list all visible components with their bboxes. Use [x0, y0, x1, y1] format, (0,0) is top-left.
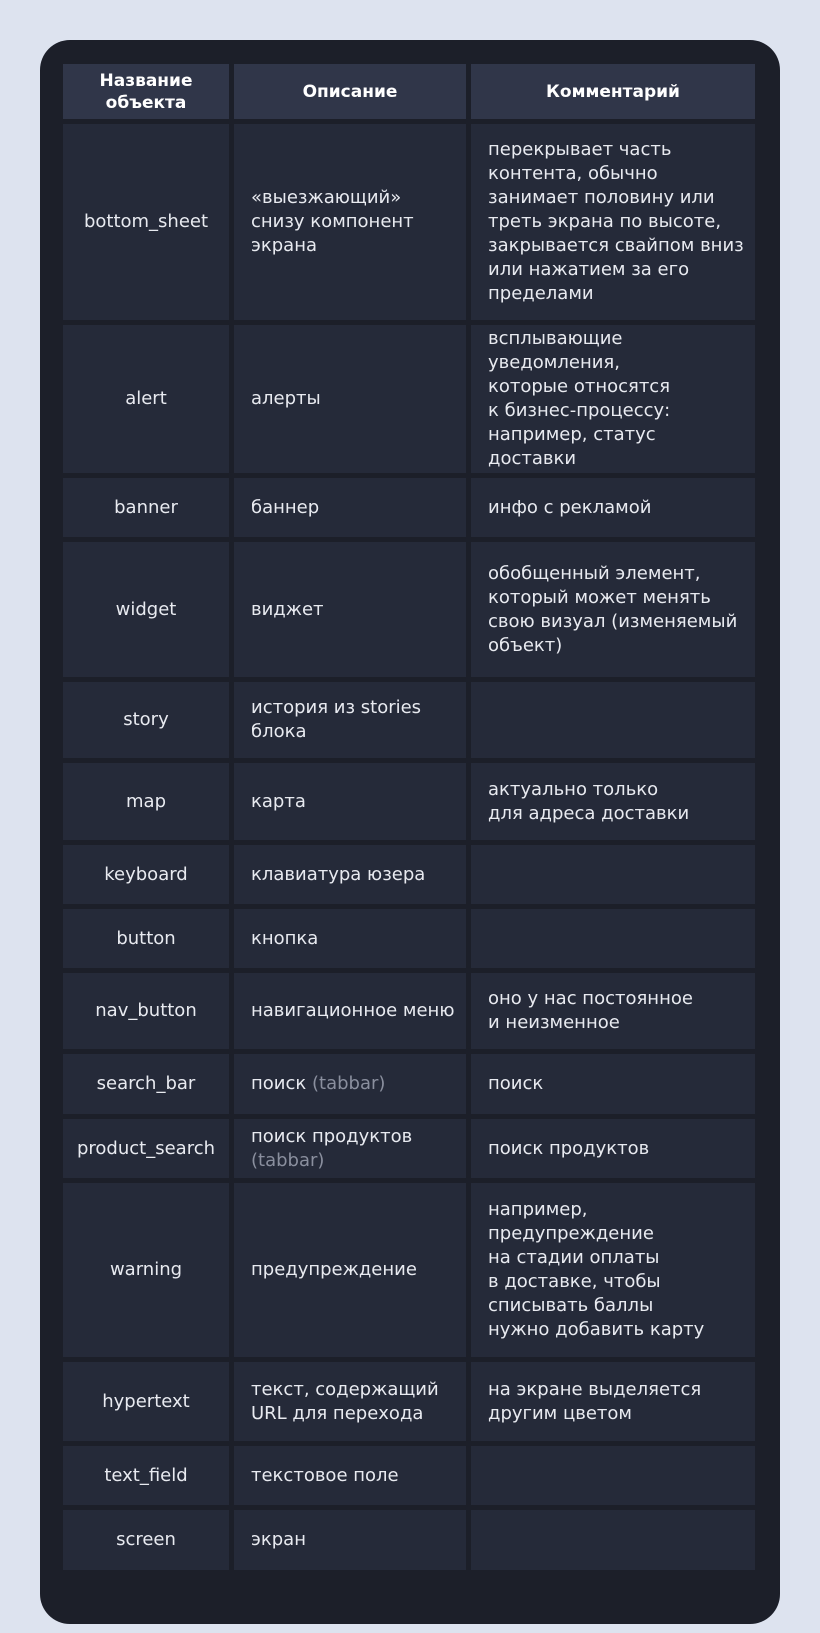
table-cell-name: nav_button	[63, 973, 229, 1049]
table-cell-comment	[471, 845, 755, 904]
description-text: текст, содержащий URL для перехода	[251, 1378, 439, 1424]
description-note: (tabbar)	[251, 1149, 325, 1171]
table-cell-description	[234, 1054, 466, 1114]
table-cell-name: warning	[63, 1183, 229, 1357]
table-cell-comment: инфо с рекламой	[471, 478, 755, 537]
table-cell-description	[234, 542, 466, 677]
table-cell-name: button	[63, 909, 229, 968]
description-text: «выезжающий» снизу компонент экрана	[251, 187, 414, 256]
table-cell-comment: обобщенный элемент, который может менять свою визуал (изменяемый объект)	[471, 542, 755, 677]
table-cell-comment: на экране выделяется другим цветом	[471, 1362, 755, 1441]
table-cell-name: screen	[63, 1510, 229, 1570]
table-cell-comment: поиск продуктов	[471, 1119, 755, 1178]
description-text: текстовое поле	[251, 1464, 399, 1486]
description-text: навигационное меню	[251, 1000, 455, 1021]
description-text: баннер	[251, 496, 320, 518]
table-cell-description	[234, 1119, 466, 1178]
table-cell-name: search_bar	[63, 1054, 229, 1114]
header-comment: Комментарий	[471, 64, 755, 119]
table-cell-name: alert	[63, 325, 229, 473]
table-cell-name: keyboard	[63, 845, 229, 904]
header-object-name: Название объекта	[63, 64, 229, 119]
description-text: история из stories блока	[251, 697, 422, 742]
table-cell-description	[234, 1362, 466, 1441]
table-cell-description	[234, 1510, 466, 1570]
description-note: (tabbar)	[311, 1073, 386, 1094]
description-text: поиск	[251, 1073, 312, 1094]
header-description: Описание	[234, 64, 466, 119]
description-text: алерты	[251, 388, 321, 409]
description-text: предупреждение	[251, 1259, 417, 1280]
description-text: поиск продуктов	[251, 1125, 413, 1147]
table-cell-comment: всплывающие уведомления, которые относятся к бизнес-процессу: например, статус доставки	[471, 325, 755, 473]
description-text: виджет	[251, 598, 324, 620]
table-cell-description	[234, 1446, 466, 1505]
table-cell-comment	[471, 1510, 755, 1570]
table-cell-comment	[471, 1446, 755, 1505]
table-cell-comment	[471, 909, 755, 968]
table-cell-description	[234, 845, 466, 904]
table-cell-comment: поиск	[471, 1054, 755, 1114]
table-cell-name: banner	[63, 478, 229, 537]
objects-table	[63, 64, 755, 1570]
table-cell-name: map	[63, 763, 229, 840]
table-cell-name: text_field	[63, 1446, 229, 1505]
table-cell-name: hypertext	[63, 1362, 229, 1441]
table-cell-name: bottom_sheet	[63, 124, 229, 320]
description-text: экран	[251, 1529, 306, 1550]
description-text: клавиатура юзера	[251, 863, 426, 885]
table-cell-description	[234, 124, 466, 320]
table-cell-name: widget	[63, 542, 229, 677]
table-cell-comment: оно у нас постоянное и неизменное	[471, 973, 755, 1049]
table-cell-description	[234, 682, 466, 758]
table-card	[40, 40, 780, 1624]
description-text: кнопка	[251, 927, 319, 949]
table-cell-comment: перекрывает часть контента, обычно занимает половину или треть экрана по высоте, закрывается свайпом вниз или нажатием за его пределами	[471, 124, 755, 320]
table-cell-description	[234, 973, 466, 1049]
description-text: карта	[251, 790, 306, 812]
table-cell-comment	[471, 682, 755, 758]
table-cell-description	[234, 909, 466, 968]
table-cell-name: story	[63, 682, 229, 758]
table-cell-comment: актуально только для адреса доставки	[471, 763, 755, 840]
table-cell-description	[234, 763, 466, 840]
table-cell-description	[234, 1183, 466, 1357]
table-cell-description	[234, 478, 466, 537]
table-cell-name: product_search	[63, 1119, 229, 1178]
table-cell-description	[234, 325, 466, 473]
table-cell-comment: например, предупреждение на стадии оплаты в доставке, чтобы списывать баллы нужно добавить карту	[471, 1183, 755, 1357]
